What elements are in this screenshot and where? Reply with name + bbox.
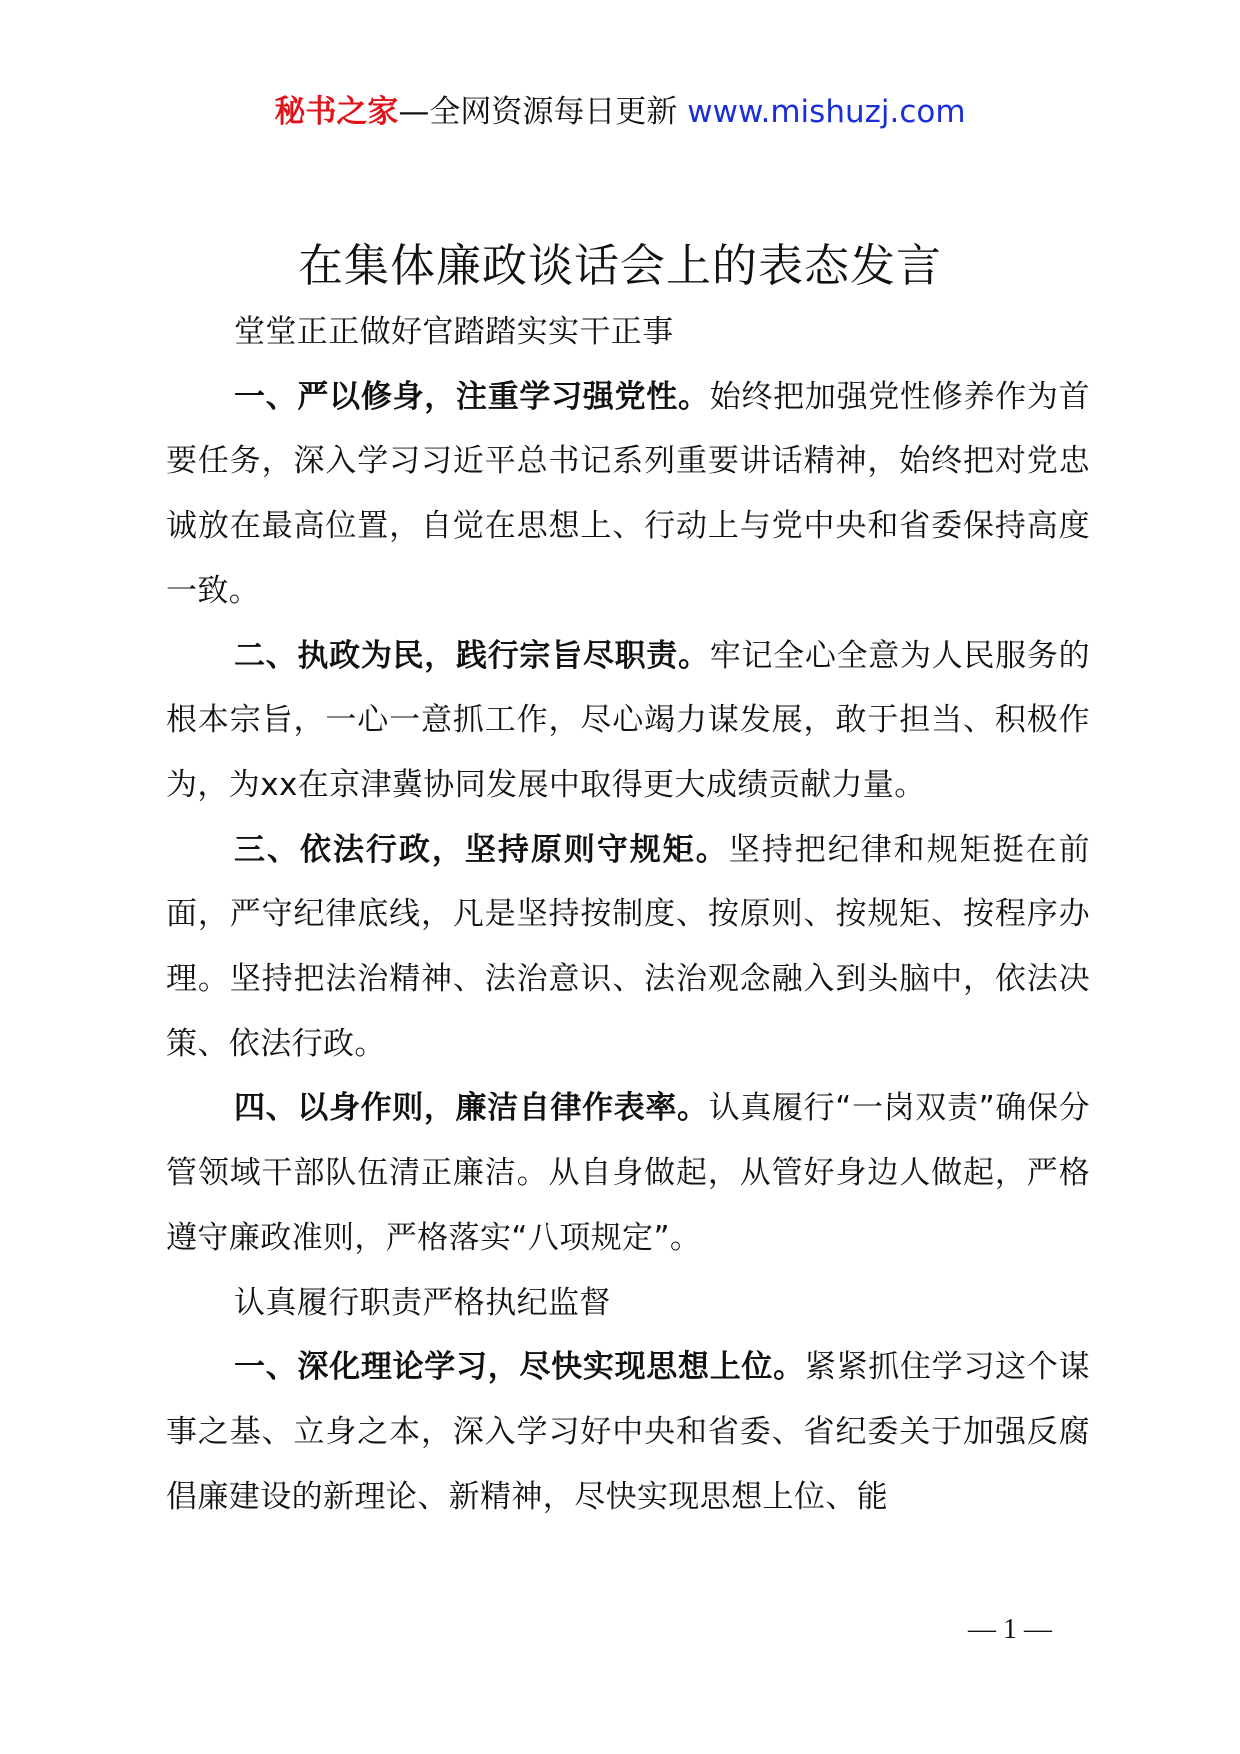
paragraph-lead: 四、以身作则，廉洁自律作表率。 [234, 1090, 709, 1127]
header-brand: 秘书之家 [274, 94, 399, 130]
paragraph-body: 坚持把纪律和规矩挺在前面，严守纪律底线，凡是坚持按制度、按原则、按规矩、按程序办理。坚持把法治精神、法治意识、法治观念融入到头脑中，依法决策、依法行政。 [166, 831, 1091, 1062]
paragraph-body: 认真履行“一岗双责”确保分管领域干部队伍清正廉洁。从自身做起，从管好身边人做起，严格遵守廉政准则，严格落实“八项规定”。 [166, 1090, 1091, 1256]
document-title: 在集体廉政谈话会上的表态发言 [297, 239, 942, 292]
paragraph-body: 紧紧抓住学习这个谋事之基、立身之本，深入学习好中央和省委、省纪委关于加强反腐倡廉建设的新理论、新精神，尽快实现思想上位、能 [166, 1349, 1090, 1515]
paragraph-body: 始终把加强党性修养作为首要任务，深入学习习近平总书记系列重要讲话精神，始终把对党忠诚放在最高位置，自觉在思想上、行动上与党中央和省委保持高度一致。 [166, 378, 1090, 609]
page-number: — 1 — [968, 1614, 1052, 1645]
paragraph [166, 1335, 1090, 1529]
section-heading: 认真履行职责严格执纪监督 [234, 1284, 611, 1321]
paragraph [166, 365, 1090, 624]
paragraph-body: 牢记全心全意为人民服务的根本宗旨，一心一意抓工作，尽心竭力谋发展，敢于担当、积极作为，为xx在京津冀协同发展中取得更大成绩贡献力量。 [166, 637, 1090, 803]
paragraph [166, 818, 1090, 1077]
paragraph [166, 624, 1090, 818]
paragraph-lead: 二、执政为民，践行宗旨尽职责。 [234, 637, 710, 674]
header-url-link[interactable]: www.mishuzj.com [687, 94, 966, 130]
document-body [166, 300, 1090, 1529]
paragraph [166, 1076, 1090, 1270]
paragraph-lead: 三、依法行政，坚持原则守规矩。 [234, 831, 729, 868]
section-heading: 堂堂正正做好官踏踏实实干正事 [234, 314, 674, 350]
header-slogan: —全网资源每日更新 [398, 94, 678, 130]
paragraph-lead: 一、深化理论学习，尽快实现思想上位。 [234, 1349, 805, 1386]
paragraph-lead: 一、严以修身，注重学习强党性。 [234, 378, 710, 415]
site-header [0, 92, 1240, 132]
